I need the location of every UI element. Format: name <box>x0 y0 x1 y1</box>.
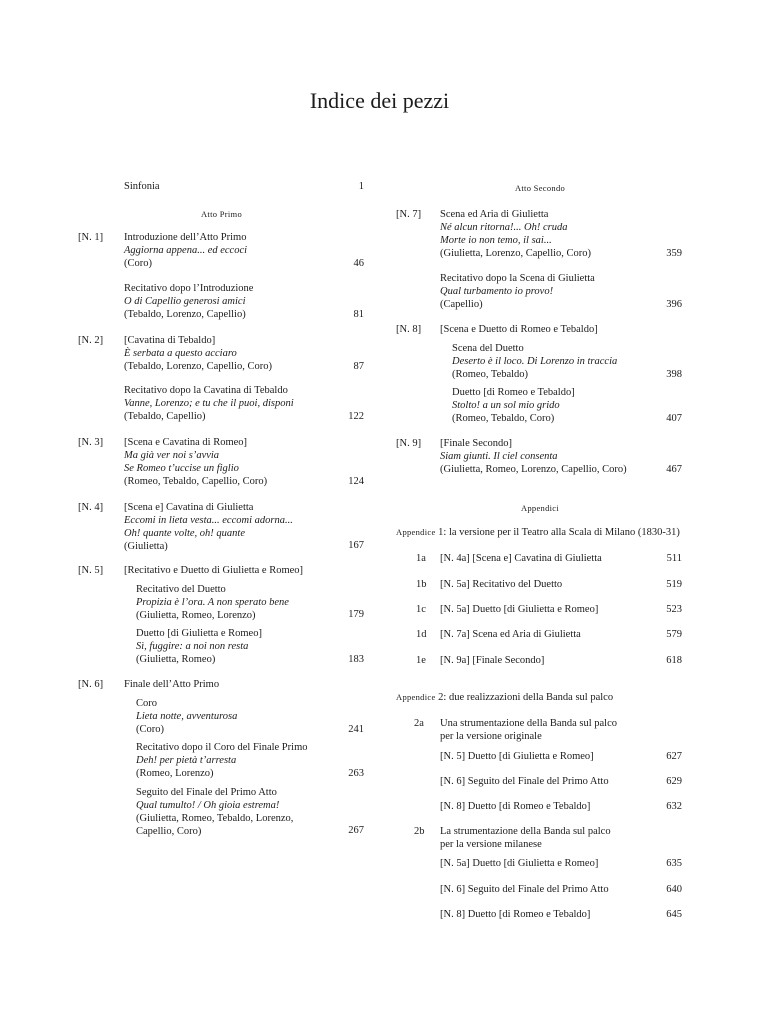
page-number: 635 <box>666 858 682 869</box>
item-key: 1c <box>416 604 426 615</box>
entry-title: Introduzione dell’Atto Primo <box>124 232 247 243</box>
page-number: 396 <box>666 299 682 310</box>
group-title: [Recitativo e Duetto di Giulietta e Romeo] <box>124 565 304 576</box>
page-number: 167 <box>348 540 364 551</box>
toc-entry[interactable] <box>136 697 237 736</box>
entry-incipit: Deserto è il loco. Di Lorenzo in traccia <box>452 356 618 367</box>
entry-title: Recitativo dopo la Cavatina di Tebaldo <box>124 385 288 396</box>
appendix-title <box>396 691 613 704</box>
page-number: 183 <box>348 654 364 665</box>
entry-incipit: Vanne, Lorenzo; e tu che il puoi, disponi <box>124 398 294 409</box>
appendix-item[interactable]: [N. 5] Duetto [di Giulietta e Romeo] <box>440 751 594 762</box>
toc-entry[interactable] <box>136 627 262 666</box>
number-label: [N. 9] <box>396 438 422 449</box>
group-title <box>440 717 617 743</box>
entry-incipit: Eccomi in lieta vesta... eccomi adorna... <box>124 515 293 526</box>
group-title: Finale dell’Atto Primo <box>124 679 220 690</box>
entry-characters: (Giulietta, Romeo, Lorenzo, Capellio, Coro) <box>440 464 627 475</box>
page-number: 46 <box>353 258 364 269</box>
entry-title: Scena ed Aria di Giulietta <box>440 209 549 220</box>
appendix-text: 1: la versione per il Teatro alla Scala di Milano (1830-31) <box>435 527 680 538</box>
entry-characters: (Coro) <box>124 258 152 269</box>
appendix-item[interactable]: [N. 8] Duetto [di Romeo e Tebaldo] <box>440 801 591 812</box>
entry-characters: (Giulietta, Romeo) <box>136 654 216 665</box>
act-heading: Atto Primo <box>200 209 243 219</box>
item-key: 2b <box>414 826 425 837</box>
entry-incipit: È serbata a questo acciaro <box>124 348 237 359</box>
entry-title: Recitativo dopo la Scena di Giulietta <box>440 273 595 284</box>
appendix-item[interactable]: [N. 5a] Duetto [di Giulietta e Romeo] <box>440 858 599 869</box>
entry-characters: (Tebaldo, Lorenzo, Capellio) <box>124 309 246 320</box>
number-label: [N. 2] <box>78 335 104 346</box>
page-number: 511 <box>666 553 682 564</box>
page-number: 398 <box>666 369 682 380</box>
page-number: 241 <box>348 724 364 735</box>
appendix-item[interactable]: [N. 9a] [Finale Secondo] <box>440 655 545 666</box>
number-label: [N. 7] <box>396 209 422 220</box>
entry-title: Recitativo del Duetto <box>136 584 226 595</box>
entry-characters: (Romeo, Tebaldo) <box>452 369 529 380</box>
toc-entry[interactable] <box>136 786 293 838</box>
entry-incipit: Propizia è l’ora. A non sperato bene <box>136 597 289 608</box>
entry-characters: (Capellio) <box>440 299 483 310</box>
entry-title: Recitativo dopo l’Introduzione <box>124 283 254 294</box>
page-number: 263 <box>348 768 364 779</box>
entry-title: Seguito del Finale del Primo Atto <box>136 787 277 798</box>
page-number: 122 <box>348 411 364 422</box>
page-number: 627 <box>666 751 682 762</box>
page-number: 81 <box>353 309 364 320</box>
page-number: 124 <box>348 476 364 487</box>
entry-title: [Finale Secondo] <box>440 438 513 449</box>
group-title-line: per la versione milanese <box>440 839 542 850</box>
entry-incipit: Siam giunti. Il ciel consenta <box>440 451 558 462</box>
entry-title: [Scena e Cavatina di Romeo] <box>124 437 248 448</box>
page-number: 467 <box>666 464 682 475</box>
entry-characters: (Giulietta, Romeo, Lorenzo) <box>136 610 256 621</box>
entry-title: Coro <box>136 698 157 709</box>
entry-incipit: Lieta notte, avventurosa <box>136 711 238 722</box>
appendix-item[interactable]: [N. 6] Seguito del Finale del Primo Atto <box>440 884 609 895</box>
toc-entry[interactable] <box>440 437 627 476</box>
toc-entry[interactable] <box>136 583 289 622</box>
appendix-item[interactable]: [N. 6] Seguito del Finale del Primo Atto <box>440 776 609 787</box>
toc-entry[interactable] <box>136 741 307 780</box>
number-label: [N. 4] <box>78 502 104 513</box>
item-key: 1b <box>416 579 427 590</box>
entry-title: Recitativo dopo il Coro del Finale Primo <box>136 742 308 753</box>
item-key: 2a <box>414 718 424 729</box>
group-title-line: La strumentazione della Banda sul palco <box>440 826 611 837</box>
group-title-line: Una strumentazione della Banda sul palco <box>440 718 617 729</box>
entry-incipit: Aggiorna appena... ed eccoci <box>124 245 248 256</box>
page-number: 179 <box>348 609 364 620</box>
item-key: 1a <box>416 553 426 564</box>
page-number: 640 <box>666 884 682 895</box>
page-number: 523 <box>666 604 682 615</box>
toc-entry[interactable] <box>124 334 272 373</box>
entry-incipit: Deh! per pietà t’arresta <box>136 755 237 766</box>
entry-characters: (Romeo, Tebaldo, Capellio, Coro) <box>124 476 268 487</box>
entry-incipit: Ma già ver noi s’avvia <box>124 450 220 461</box>
entry-title: Duetto [di Giulietta e Romeo] <box>136 628 262 639</box>
group-title: [Scena e Duetto di Romeo e Tebaldo] <box>440 324 598 335</box>
appendix-text: 2: due realizzazioni della Banda sul palco <box>435 692 614 703</box>
page-number: 645 <box>666 909 682 920</box>
act-heading: Atto Secondo <box>514 183 566 193</box>
entry-title: Duetto [di Romeo e Tebaldo] <box>452 387 575 398</box>
appendix-heading: Appendici <box>520 503 560 513</box>
toc-entry[interactable] <box>124 282 253 321</box>
page-number: 579 <box>666 629 682 640</box>
page-number: 629 <box>666 776 682 787</box>
page-number: 618 <box>666 655 682 666</box>
entry-incipit: Oh! quante volte, oh! quante <box>124 528 246 539</box>
entry-incipit: Né alcun ritorna!... Oh! cruda <box>440 222 568 233</box>
number-label: [N. 1] <box>78 232 104 243</box>
toc-entry-sinfonia[interactable]: Sinfonia <box>124 181 160 192</box>
entry-incipit: Se Romeo t’uccise un figlio <box>124 463 239 474</box>
page-number: 519 <box>666 579 682 590</box>
entry-characters: (Romeo, Lorenzo) <box>136 768 214 779</box>
entry-title: Scena del Duetto <box>452 343 524 354</box>
entry-title: [Cavatina di Tebaldo] <box>124 335 216 346</box>
toc-entry[interactable] <box>124 384 294 423</box>
entry-characters: (Giulietta) <box>124 541 168 552</box>
number-label: [N. 6] <box>78 679 104 690</box>
page-number: 267 <box>348 825 364 836</box>
number-label: [N. 8] <box>396 324 422 335</box>
entry-characters: (Coro) <box>136 724 164 735</box>
entry-incipit: Morte io non temo, il sai... <box>440 235 552 246</box>
entry-characters: Capellio, Coro) <box>136 826 202 837</box>
entry-characters: (Giulietta, Lorenzo, Capellio, Coro) <box>440 248 592 259</box>
appendix-item[interactable]: [N. 8] Duetto [di Romeo e Tebaldo] <box>440 909 591 920</box>
number-label: [N. 5] <box>78 565 104 576</box>
page-number: 1 <box>358 181 364 192</box>
toc-entry[interactable] <box>452 342 617 381</box>
number-label: [N. 3] <box>78 437 104 448</box>
entry-characters: (Romeo, Tebaldo, Coro) <box>452 413 555 424</box>
entry-characters: (Tebaldo, Lorenzo, Capellio, Coro) <box>124 361 272 372</box>
appendix-item[interactable]: [N. 4a] [Scena e] Cavatina di Giulietta <box>440 553 602 564</box>
entry-incipit: Qual turbamento io provo! <box>440 286 554 297</box>
toc-entry[interactable] <box>452 386 575 425</box>
appendix-item[interactable]: [N. 5a] Duetto [di Giulietta e Romeo] <box>440 604 599 615</box>
entry-incipit: Stolto! a un sol mio grido <box>452 400 560 411</box>
entry-incipit: Qual tumulto! / Oh gioia estrema! <box>136 800 280 811</box>
appendix-label: Appendice <box>396 692 436 702</box>
group-title-line: per la versione originale <box>440 731 542 742</box>
appendix-item[interactable]: [N. 7a] Scena ed Aria di Giulietta <box>440 629 581 640</box>
page-number: 632 <box>666 801 682 812</box>
page-number: 87 <box>353 361 364 372</box>
page-title: Indice dei pezzi <box>309 88 450 113</box>
item-key: 1e <box>416 655 426 666</box>
item-key: 1d <box>416 629 427 640</box>
entry-incipit: O di Capellio generosi amici <box>124 296 246 307</box>
toc-entry[interactable] <box>124 501 293 553</box>
page-number: 359 <box>666 248 682 259</box>
appendix-label: Appendice <box>396 527 436 537</box>
entry-characters: (Giulietta, Romeo, Tebaldo, Lorenzo, <box>136 813 294 824</box>
page-number: 407 <box>666 413 682 424</box>
appendix-item[interactable]: [N. 5a] Recitativo del Duetto <box>440 579 563 590</box>
toc-entry[interactable] <box>440 272 595 311</box>
entry-title: [Scena e] Cavatina di Giulietta <box>124 502 254 513</box>
toc-entry[interactable] <box>124 436 267 488</box>
group-title <box>440 825 611 851</box>
toc-entry[interactable] <box>124 231 247 270</box>
toc-entry[interactable] <box>440 208 591 260</box>
entry-incipit: Sì, fuggire: a noi non resta <box>136 641 249 652</box>
entry-characters: (Tebaldo, Capellio) <box>124 411 206 422</box>
appendix-title <box>396 526 680 539</box>
